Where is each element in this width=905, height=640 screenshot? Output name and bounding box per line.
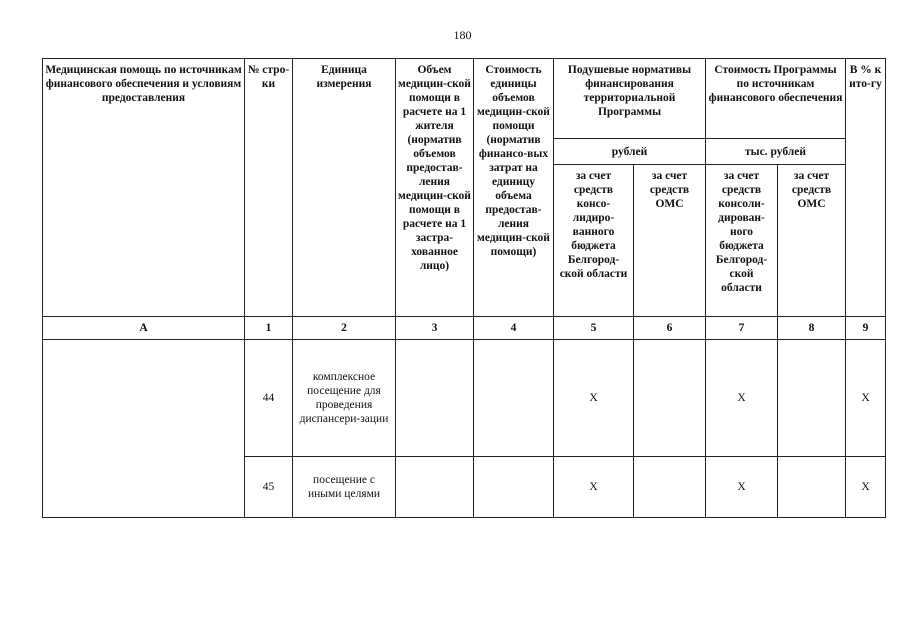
col8-cell — [778, 340, 846, 457]
medical-care-cell — [43, 340, 245, 518]
header-col5-budget: за счет средств консо-лидиро-ванного бюджета Белгород-ской области — [554, 165, 634, 317]
header-unit: Единица измерения — [293, 59, 396, 317]
column-index-8: 8 — [778, 317, 846, 340]
cost-cell — [474, 340, 554, 457]
column-index-3: 3 — [396, 317, 474, 340]
header-medical-care: Медицинская помощь по источникам финансового обеспечения и условиям предоставления — [43, 59, 245, 317]
header-volume: Объем медицин-ской помощи в расчете на 1 жителя (норматив объемов предостав-ления медицин-ской помощи в расчете на 1 застра-хованное лицо) — [396, 59, 474, 317]
header-col6-oms: за счет средств ОМС — [634, 165, 706, 317]
unit-cell: комплексное посещение для проведения диспансери-зации — [293, 340, 396, 457]
header-thousand-rubles: тыс. рублей — [706, 139, 846, 165]
page-number: 180 — [453, 28, 472, 42]
column-index-2: 2 — [293, 317, 396, 340]
volume-cell — [396, 457, 474, 518]
col6-cell — [634, 457, 706, 518]
financing-table — [42, 58, 886, 518]
column-index-a: А — [43, 317, 245, 340]
header-percent: В % к ито-гу — [846, 59, 886, 317]
header-row-number: № стро-ки — [245, 59, 293, 317]
column-index-7: 7 — [706, 317, 778, 340]
header-per-capita: Подушевые нормативы финансирования территориальной Программы — [554, 59, 706, 139]
col7-cell: Х — [706, 340, 778, 457]
col6-cell — [634, 340, 706, 457]
col9-cell: Х — [846, 340, 886, 457]
col7-cell: Х — [706, 457, 778, 518]
row-number: 45 — [245, 457, 293, 518]
column-index-9: 9 — [846, 317, 886, 340]
unit-cell: посещение с иными целями — [293, 457, 396, 518]
table-row — [43, 340, 886, 457]
header-rubles: рублей — [554, 139, 706, 165]
col9-cell: Х — [846, 457, 886, 518]
column-index-5: 5 — [554, 317, 634, 340]
row-number: 44 — [245, 340, 293, 457]
column-index-1: 1 — [245, 317, 293, 340]
header-cost: Стоимость единицы объемов медицин-ской помощи (норматив финансо-вых затрат на единицу объема предостав-ления медицин-ской помощи) — [474, 59, 554, 317]
header-program-cost: Стоимость Программы по источникам финансового обеспечения — [706, 59, 846, 139]
cost-cell — [474, 457, 554, 518]
col5-cell: Х — [554, 340, 634, 457]
volume-cell — [396, 340, 474, 457]
header-col8-oms: за счет средств ОМС — [778, 165, 846, 317]
col5-cell: Х — [554, 457, 634, 518]
header-col7-budget: за счет средств консоли-дирован-ного бюджета Белгород-ской области — [706, 165, 778, 317]
column-index-row — [43, 317, 886, 340]
column-index-4: 4 — [474, 317, 554, 340]
column-index-6: 6 — [634, 317, 706, 340]
col8-cell — [778, 457, 846, 518]
